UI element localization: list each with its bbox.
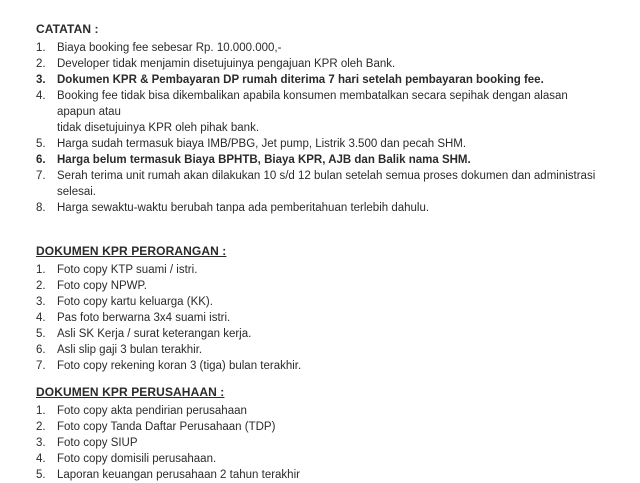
item-text: [57, 326, 606, 342]
section-dokumen-kpr-perusahaan: [36, 384, 606, 483]
item-text: [57, 168, 606, 200]
item-number: 4.: [36, 312, 46, 324]
list-item: [36, 72, 606, 88]
item-text-line: Foto copy rekening koran 3 (tiga) bulan terakhir.: [57, 360, 302, 372]
item-text-line: Foto copy KTP suami / istri.: [57, 264, 198, 276]
item-text-line: Dokumen KPR & Pembayaran DP rumah diterima 7 hari setelah pembayaran booking fee.: [57, 74, 544, 86]
item-number: 3.: [36, 437, 46, 449]
item-text-line: Foto copy akta pendirian perusahaan: [57, 405, 247, 417]
list-item: [36, 467, 606, 483]
item-text: [57, 72, 606, 88]
item-text-line: Asli slip gaji 3 bulan terakhir.: [57, 344, 203, 356]
item-text: [57, 467, 606, 483]
item-text-line: Serah terima unit rumah akan dilakukan 10 s/d 12 bulan setelah semua proses dokumen dan administrasi selesai.: [57, 170, 596, 198]
item-number: 3.: [36, 296, 46, 308]
section-heading: CATATAN :: [36, 22, 99, 36]
item-text-line: Pas foto berwarna 3x4 suami istri.: [57, 312, 231, 324]
item-text-line: Laporan keuangan perusahaan 2 tahun terakhir: [57, 469, 300, 481]
item-text: [57, 310, 606, 326]
item-text-line: Foto copy domisili perusahaan.: [57, 453, 217, 465]
item-text-line: Developer tidak menjamin disetujuinya pengajuan KPR oleh Bank.: [57, 58, 396, 70]
item-number: 2.: [36, 58, 46, 70]
section-heading: DOKUMEN KPR PERORANGAN :: [36, 244, 227, 258]
item-text-line: Biaya booking fee sebesar Rp. 10.000.000,-: [57, 42, 282, 54]
section-gap: [36, 216, 606, 243]
list-item: [36, 278, 606, 294]
list-item: [36, 451, 606, 467]
list-item: [36, 136, 606, 152]
item-number: 8.: [36, 202, 46, 214]
item-text: [57, 200, 606, 216]
item-text: [57, 88, 606, 136]
list-item: [36, 294, 606, 310]
item-number: 4.: [36, 453, 46, 465]
item-text-line: tidak disetujuinya KPR oleh pihak bank.: [57, 122, 260, 134]
item-number: 6.: [36, 154, 46, 166]
item-text-line: Booking fee tidak bisa dikembalikan apabila konsumen membatalkan secara sepihak dengan alasan apapun atau: [57, 90, 568, 118]
item-number: 1.: [36, 264, 46, 276]
item-text: [57, 342, 606, 358]
list-item: [36, 88, 606, 136]
item-text-line: Harga sewaktu-waktu berubah tanpa ada pemberitahuan terlebih dahulu.: [57, 202, 430, 214]
item-text-line: Asli SK Kerja / surat keterangan kerja.: [57, 328, 252, 340]
list-item: [36, 168, 606, 200]
item-number: 2.: [36, 280, 46, 292]
section-dokumen-kpr-perorangan: [36, 243, 606, 374]
list-item: [36, 40, 606, 56]
item-text-line: Foto copy SIUP: [57, 437, 138, 449]
item-text: [57, 451, 606, 467]
item-number: 1.: [36, 405, 46, 417]
item-text-line: Foto copy kartu keluarga (KK).: [57, 296, 213, 308]
list-item: [36, 56, 606, 72]
list-item: [36, 419, 606, 435]
list-item: [36, 262, 606, 278]
item-text: [57, 262, 606, 278]
item-number: 6.: [36, 344, 46, 356]
list-item: [36, 152, 606, 168]
list-item: [36, 342, 606, 358]
item-number: 5.: [36, 469, 46, 481]
item-text-line: Harga sudah termasuk biaya IMB/PBG, Jet pump, Listrik 3.500 dan pecah SHM.: [57, 138, 467, 150]
section-catatan: [36, 21, 606, 216]
item-number: 2.: [36, 421, 46, 433]
list-item: [36, 310, 606, 326]
item-text: [57, 152, 606, 168]
list-item: [36, 435, 606, 451]
item-text: [57, 419, 606, 435]
item-text: [57, 403, 606, 419]
item-text: [57, 294, 606, 310]
list-item: [36, 200, 606, 216]
item-text: [57, 435, 606, 451]
document-sections: [36, 21, 606, 483]
list-item: [36, 358, 606, 374]
item-number: 7.: [36, 170, 46, 182]
item-number: 1.: [36, 42, 46, 54]
item-text-line: Foto copy NPWP.: [57, 280, 147, 292]
item-text: [57, 358, 606, 374]
section-gap: [36, 374, 606, 384]
item-number: 5.: [36, 138, 46, 150]
item-number: 7.: [36, 360, 46, 372]
item-text: [57, 56, 606, 72]
item-number: 4.: [36, 90, 46, 102]
section-heading: DOKUMEN KPR PERUSAHAAN :: [36, 385, 225, 399]
item-text-line: Foto copy Tanda Daftar Perusahaan (TDP): [57, 421, 276, 433]
item-number: 3.: [36, 74, 46, 86]
item-number: 5.: [36, 328, 46, 340]
item-text: [57, 136, 606, 152]
item-text: [57, 278, 606, 294]
list-item: [36, 403, 606, 419]
list-item: [36, 326, 606, 342]
item-text: [57, 40, 606, 56]
item-text-line: Harga belum termasuk Biaya BPHTB, Biaya KPR, AJB dan Balik nama SHM.: [57, 154, 471, 166]
